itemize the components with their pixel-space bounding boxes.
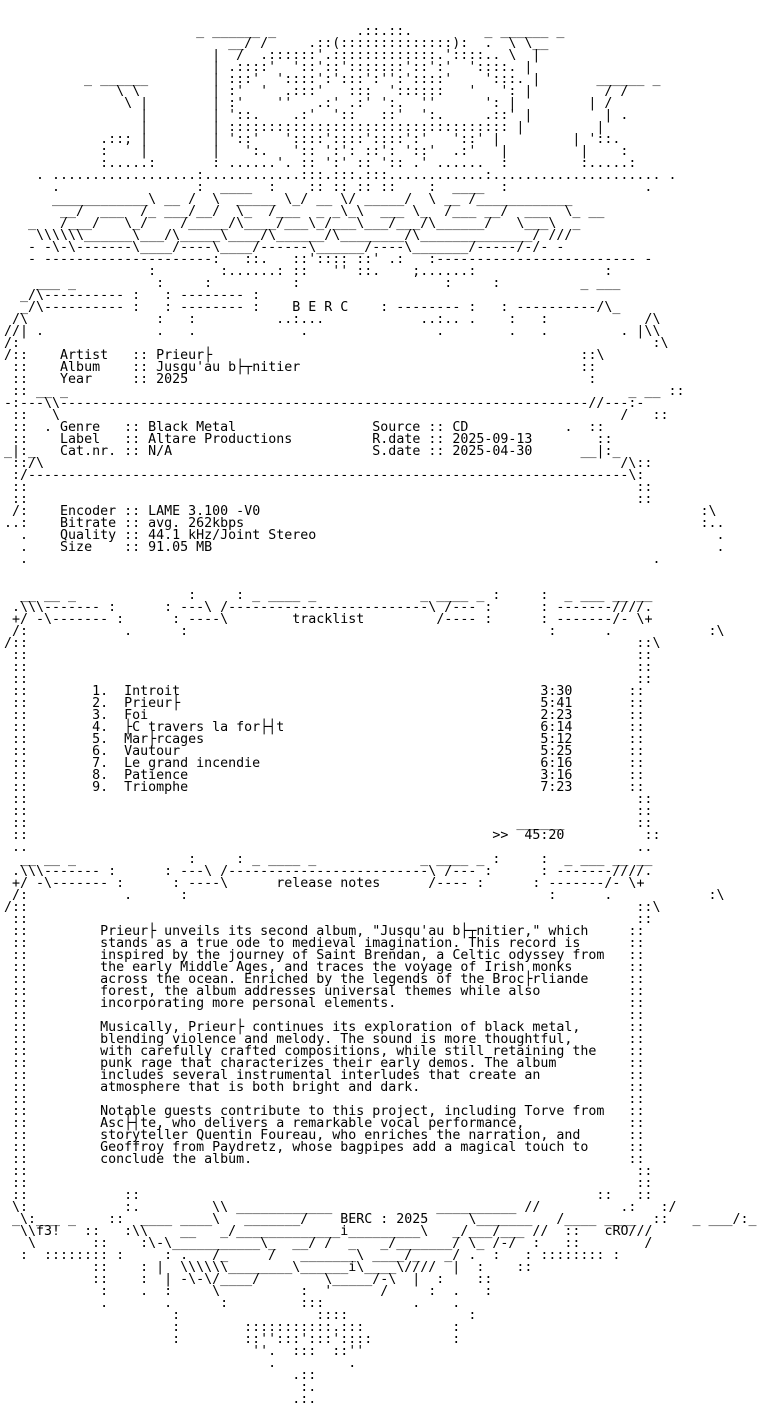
notes-line: Prieur├ unveils its second album, "Jusqu'au b├┬nitier," which bbox=[100, 924, 589, 939]
notes-line: with carefully crafted compositions, while still retaining the bbox=[100, 1044, 597, 1059]
tracklist-heading: tracklist bbox=[292, 612, 365, 627]
total-time: 45:20 bbox=[524, 828, 565, 843]
track-time: 6:16 bbox=[540, 756, 573, 771]
notes-line: Notable guests contribute to this project, including Torve from bbox=[100, 1104, 605, 1119]
rdate-value: 2025-09-13 bbox=[452, 432, 533, 447]
nfo-text: _ ______ _ .::.::. _ ______ _ __/ / .::(::::::::::::::): . \ \__ | / .::::::'.:::::::::::::.'::::.. \ | | .::::' '::'::':::::::'::':' '::::. | _ ______ | :::' '::::':':::':'':'::::' ':::. | ______ _ \ \ | :' ' .:::' ::: ':::::: ' ': | / / \ | | :' '' .:' .:' ':. '' ': | | / | | '::. .:' ':: ::' ':. .::' | | . | | ::::::::::::::::::::::::::::::::::: | | .::; | | '::' '::::'::::'::::':' '::' | | '::. : | | ':. ':: ':': ::': '::' .:' | | : :.....: : ......'. :: ':' :: ':: .' ...... : :.....: . ..................:............:::.:::.:::............:..................... . . : ____ : :: :: :: :: : ____ : . ____________\ __ / \ _____ \_/ __ \/ _____/ \ __ /____________ __/ ___ /_ ___/__/ \_ /___ _ _\_\ ___ \_ /___ __/ ___ \_ __ _ /___/ \_/ /_____/\____/___\_/___\___/___/\______/ \___\ _ \\\\\\______\___/\_____\____/\______/\________/\______________/ /// - -\-\-------\____/----\____/------\______/----\_______/-----/-/- - - ---------------------: ::. ::':::: ::' .: :------------------------- - : :......: :: '' ::. ;......: : ___ _ : : : : : _ ___ _/\---------- : : -------- : _/\---------- : : -------- : B E R C : -------- : : ----------/\_ /\ : : ..:... ..:.. . : : /\ //| . . . . . . . . |\\ /: :\ /:: Artist :: Prieur├ ::\ :: Album :: Jusqu'au b├┬nitier :: :: Year :: 2025 : :: __ _ _ __ :: -:---\\------------------------------------------------------------------//---:- :: \ / :: :: . Genre :: Black Metal Source :: CD . :: :: Label :: Altare Productions R.date :: 2025-09-13 :: _|:_ Cat.nr. :: N/A S.date :: 2025-04-30 __|:_ ::/\ /\:: :/---------------------------------------------------------------------------\: :: :: :: :: /: Encoder :: LAME 3.100 -V0 :\ ..: Bitrate :: avg. 262kbps :.. . Quality :: 44.1 kHz/Joint Stereo . . Size :: 91.05 MB . . . __ __ _ : : _ ____ _ _ ____ _ : : _ ___ __ __ .\\\------- : : ---\ /-------------------------\ /--- : : -------////. +/ -\------- : : ----\ tracklist /---- : : -------/- \+ /: . : : . :\ /:: ::\ :: :: :: :: :: :: :: 1. Introit 3:30 :: :: 2. Prieur├ 5:41 :: :: 3. Foi 2:23 :: :: 4. ├C travers la for├┤t 6:14 :: :: 5. Mar├rcages 5:12 :: :: 6. Vautour 5:25 :: :: 7. Le grand incendie 6:16 :: :: 8. Patience 3:16 :: :: 9. Triomphe 7:23 :: :: :: :: :: :: ______ :: :: >> 45:20 :: .. .. __ __ _ : : _ ____ _ _ ____ _ : : _ ___ __ __ .\\\------- : : ---\ /-------------------------\ /--- : : -------////. +/ -\------- : : ----\ release notes /---- : : -------/- \+ /: . : : . :\ /:: ::\ :: :: :: Prieur├ unveils its second album, "Jusqu'au b├┬nitier," which :: :: stands as a true ode to medieval imagination. This record is :: :: inspired by the journey of Saint Brendan, a Celtic odyssey from :: :: the early Middle Ages, and traces the voyage of Irish monks :: :: across the ocean. Enriched by the legends of the Broc├rliande :: :: forest, the album addresses universal themes while also :: :: incorporating more personal elements. :: :: :: :: Musically, Prieur├ continues its exploration of black metal, :: :: blending violence and melody. The sound is more thoughtful, :: :: with carefully crafted compositions, while still retaining the :: :: punk rage that characterizes their early demos. The album :: :: includes several instrumental interludes that create an :: :: atmosphere that is both bright and dark. :: :: :: :: Notable guests contribute to this project, including Torve from :: :: Asc├┤te, who delivers a remarkable vocal performance, :: :: storyteller Quentin Foureau, who enriches the narration, and :: :: Geoffroy from Paydretz, whose bagpipes add a magical touch to :: :: conclude the album. :: :: :: :: :: :: :: :: :: \: :. \\ ____________ __________ // .: :/ _\:___ _ :: ____ ____\ _______/ BERC : 2025 \_______ /____ ____ :: _ ___/:_ \\f3! :: :\\ __ _/_____________i_________\ _/___/___ // :: cRO/// \ :: :\-\___________\_ __/ / _ _/_______/ \_ /-/ : :: / : :::::::: : : . /_ / _______\ ____/_ _/ . : : :::::::: : :: : | \\\\\\________\______i\____\//// | : :: :: : | -\-\/____/ \_____/-\ | : :: : . : \ : ' / : . : . . : ::: . . : :::: : : :::::::::::.::: : : ::'':::':::':::: : ''. ::: ::'' . . .:: :. .:. bbox=[4, 24, 757, 1407]
track-time: 6:14 bbox=[540, 720, 573, 735]
group-name: B E R C bbox=[292, 300, 349, 315]
quality-value: 44.1 kHz/Joint Stereo bbox=[148, 528, 317, 543]
notes-line: inspired by the journey of Saint Brendan, a Celtic odyssey from bbox=[100, 948, 605, 963]
track-number: 2. bbox=[92, 696, 109, 711]
track-title: Introit bbox=[124, 684, 181, 699]
track-title: Vautour bbox=[124, 744, 181, 759]
genre-value: Black Metal bbox=[148, 420, 237, 435]
album-label: Album bbox=[60, 360, 101, 375]
footer-tag: BERC : 2025 bbox=[340, 1212, 429, 1227]
source-label: Source bbox=[372, 420, 421, 435]
track-title: Mar├rcages bbox=[124, 732, 205, 747]
label-label: Label bbox=[60, 432, 101, 447]
notes-line: atmosphere that is both bright and dark. bbox=[100, 1080, 421, 1095]
notes-line: Geoffroy from Paydretz, whose bagpipes add a magical touch to bbox=[100, 1140, 589, 1155]
signature-left: f3! bbox=[36, 1224, 61, 1239]
sdate-value: 2025-04-30 bbox=[452, 444, 533, 459]
notes-line: Asc├┤te, who delivers a remarkable vocal performance, bbox=[100, 1116, 525, 1131]
notes-line: conclude the album. bbox=[100, 1152, 253, 1167]
catnr-label: Cat.nr. bbox=[60, 444, 117, 459]
bitrate-label: Bitrate bbox=[60, 516, 117, 531]
track-time: 2:23 bbox=[540, 708, 573, 723]
track-title: Triomphe bbox=[124, 780, 189, 795]
size-value: 91.05 MB bbox=[148, 540, 213, 555]
notes-line: the early Middle Ages, and traces the voyage of Irish monks bbox=[100, 960, 573, 975]
year-label: Year bbox=[60, 372, 93, 387]
track-time: 5:41 bbox=[540, 696, 573, 711]
quality-label: Quality bbox=[60, 528, 117, 543]
track-title: Foi bbox=[124, 708, 149, 723]
artist-label: Artist bbox=[60, 348, 109, 363]
track-number: 5. bbox=[92, 732, 109, 747]
track-time: 3:30 bbox=[540, 684, 573, 699]
track-number: 8. bbox=[92, 768, 109, 783]
notes-line: includes several instrumental interludes that create an bbox=[100, 1068, 541, 1083]
year-value: 2025 bbox=[156, 372, 189, 387]
track-time: 3:16 bbox=[540, 768, 573, 783]
track-time: 7:23 bbox=[540, 780, 573, 795]
notes-line: across the ocean. Enriched by the legends of the Broc├rliande bbox=[100, 972, 589, 987]
notes-line: storyteller Quentin Foureau, who enriches the narration, and bbox=[100, 1128, 581, 1143]
notes-line: forest, the album addresses universal themes while also bbox=[100, 984, 541, 999]
label-value: Altare Productions bbox=[148, 432, 293, 447]
track-number: 4. bbox=[92, 720, 109, 735]
track-title: ├C travers la for├┤t bbox=[124, 720, 285, 735]
notes-line: punk rage that characterizes their early demos. The album bbox=[100, 1056, 557, 1071]
sdate-label: S.date bbox=[372, 444, 421, 459]
size-label: Size bbox=[60, 540, 93, 555]
notes-heading: release notes bbox=[276, 876, 381, 891]
artist-value: Prieur├ bbox=[156, 348, 213, 363]
album-value: Jusqu'au b├┬nitier bbox=[156, 360, 301, 375]
track-number: 9. bbox=[92, 780, 109, 795]
track-title: Le grand incendie bbox=[124, 756, 261, 771]
track-number: 6. bbox=[92, 744, 109, 759]
track-time: 5:12 bbox=[540, 732, 573, 747]
rdate-label: R.date bbox=[372, 432, 421, 447]
track-number: 7. bbox=[92, 756, 109, 771]
bitrate-value: avg. 262kbps bbox=[148, 516, 245, 531]
catnr-value: N/A bbox=[148, 444, 173, 459]
track-number: 3. bbox=[92, 708, 109, 723]
genre-label: Genre bbox=[60, 420, 101, 435]
notes-line: blending violence and melody. The sound is more thoughtful, bbox=[100, 1032, 573, 1047]
track-number: 1. bbox=[92, 684, 109, 699]
track-title: Prieur├ bbox=[124, 696, 181, 711]
notes-line: Musically, Prieur├ continues its exploration of black metal, bbox=[100, 1020, 581, 1035]
signature-right: cRO bbox=[604, 1224, 629, 1239]
encoder-value: LAME 3.100 -V0 bbox=[148, 504, 261, 519]
track-time: 5:25 bbox=[540, 744, 573, 759]
notes-line: stands as a true ode to medieval imagination. This record is bbox=[100, 936, 581, 951]
source-value: CD bbox=[452, 420, 469, 435]
notes-line: incorporating more personal elements. bbox=[100, 996, 397, 1011]
track-title: Patience bbox=[124, 768, 189, 783]
encoder-label: Encoder bbox=[60, 504, 117, 519]
